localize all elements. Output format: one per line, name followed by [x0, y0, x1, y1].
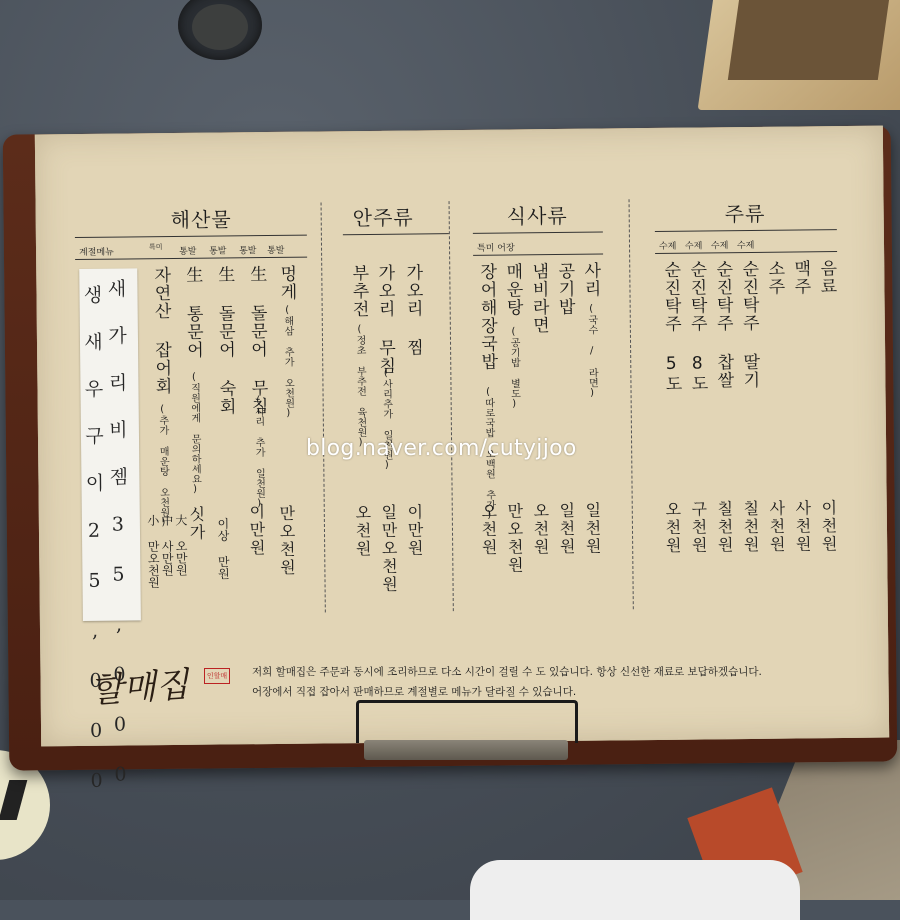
drinks-item-3: 소주 — [764, 259, 785, 296]
drinks-item-5: 순진탁주 찹쌀 — [712, 260, 734, 390]
seafood-price-3: 이상 만원 — [215, 517, 231, 580]
seafood-price-large: 大 오만원 — [173, 513, 189, 577]
divider-3 — [629, 199, 634, 609]
snacks-item-3: 부추전 — [348, 263, 369, 319]
restaurant-seal: 인할매 — [204, 668, 230, 684]
seafood-price-4: 싯가 — [186, 505, 207, 542]
drinks-price-2: 사천원 — [792, 499, 813, 554]
seafood-price-1: 만오천원 — [276, 504, 297, 577]
clip-bar — [364, 740, 568, 760]
seafood-live-label-4: 통발 — [267, 245, 285, 257]
snacks-price-1: 이만원 — [404, 503, 425, 558]
drinks-header-1: 수제 — [658, 241, 677, 252]
meals-item-3: 냄비라면 — [528, 262, 549, 335]
divider-2 — [449, 201, 454, 611]
drinks-rule — [655, 229, 837, 232]
meals-price-2: 일천원 — [556, 501, 577, 557]
seafood-price-medium: 中 사만원 — [159, 514, 175, 577]
snacks-item-2: 가오리 무침 — [374, 263, 396, 375]
seafood-item-1-note: (해삼 추가 오천원) — [281, 304, 294, 419]
divider-1 — [321, 202, 326, 612]
drinks-price-6: 구천원 — [688, 500, 709, 555]
clip-wire — [356, 700, 578, 743]
handwritten-line-1: 새 가 리 비 젬 3 5 , 0 0 0 — [104, 278, 132, 789]
snacks-item-2-note: (사리추가 일천원) — [380, 367, 393, 471]
footer-notice-1: 저희 할매집은 주문과 동시에 조리하므로 다소 시간이 걸릴 수 도 있습니다. 항상 신선한 재료로 보답하겠습니다. — [252, 666, 762, 678]
meals-header-label: 특미 어장 — [476, 243, 515, 254]
seafood-rule — [75, 235, 307, 238]
drinks-item-2: 맥주 — [790, 259, 811, 296]
wooden-napkin-box — [698, 0, 900, 110]
drinks-title: 주류 — [724, 201, 766, 227]
restaurant-logo: 할매집 — [88, 664, 191, 712]
seafood-item-1: 멍게 — [276, 264, 297, 301]
seafood-title: 해산물 — [170, 207, 232, 233]
seafood-live-label-2: 통발 — [209, 246, 227, 257]
drinks-item-4: 순진탁주 딸기 — [738, 259, 760, 390]
meals-item-5: 장어해장국밥 — [476, 262, 498, 371]
seafood-price-2: 이만원 — [246, 503, 267, 558]
snacks-price-3: 오천원 — [352, 503, 373, 559]
drinks-header-4: 수제 — [736, 240, 755, 252]
snacks-title: 안주류 — [352, 205, 414, 231]
meals-rule — [473, 232, 603, 234]
drinks-header-2: 수제 — [684, 241, 703, 252]
drinks-price-3: 사천원 — [766, 499, 787, 554]
drinks-item-7: 순진탁주 5도 — [660, 260, 682, 393]
meals-rule-2 — [473, 254, 603, 256]
handwritten-line-2: 생 새 우 구 이 2 5 , 0 0 0 — [80, 284, 108, 795]
snacks-item-1: 가오리 찜 — [402, 263, 424, 357]
white-cloth — [470, 860, 800, 920]
seafood-price-small: 小 만오천원 — [145, 514, 161, 589]
drinks-price-5: 칠천원 — [714, 500, 735, 555]
seafood-live-label-3: 통발 — [239, 246, 257, 257]
meals-price-3: 오천원 — [530, 502, 551, 557]
seafood-item-2: 生 돌문어 무침 — [246, 265, 268, 416]
meals-item-4: 매운탕 — [502, 262, 523, 317]
footer-notice-2: 어장에서 직접 잡아서 판매하므로 계절별로 메뉴가 달라질 수 있습니다. — [252, 686, 577, 698]
blog-watermark: blog.naver.com/cutyjjoo — [306, 436, 577, 461]
seafood-special-label: 특미 — [148, 243, 163, 252]
drinks-price-7: 오천원 — [662, 500, 683, 555]
drinks-header-3: 수제 — [710, 241, 729, 252]
snacks-price-2: 일만오천원 — [378, 503, 399, 594]
meals-item-4-note: (공기밥 별도) — [507, 326, 520, 410]
meals-price-5: 오천원 — [478, 502, 499, 557]
seafood-item-5-note: (추가 매운탕 오천원) — [156, 404, 169, 529]
drinks-item-6: 순진탁주 8도 — [686, 260, 708, 393]
seafood-item-4-note: (직원에게 문의하세요) — [188, 371, 201, 495]
snacks-item-3-note: (정초 부추전 육천원) — [353, 324, 367, 449]
drinks-rule-2 — [655, 251, 837, 254]
meals-title: 식사류 — [506, 203, 568, 229]
snacks-rule — [343, 233, 449, 235]
meals-price-1: 일천원 — [582, 501, 603, 556]
seafood-item-3: 生 돌문어 숙회 — [214, 265, 236, 416]
meals-item-1: 사리 — [580, 261, 601, 298]
meals-item-2: 공기밥 — [554, 261, 575, 317]
meals-item-5-note: (따로국밥 오백원 추가) — [482, 386, 495, 521]
meals-item-1-note: (국수 / 라면) — [585, 303, 598, 399]
seafood-live-label-1: 통발 — [179, 246, 197, 257]
seafood-seasonal-label: 계절메뉴 — [79, 247, 114, 258]
meals-price-4: 만오천원 — [504, 502, 525, 575]
seafood-item-2-note: (사리 추가 일천원) — [252, 395, 265, 510]
seafood-item-5: 자연산 잡어회 — [150, 266, 172, 396]
clipboard-clip — [356, 700, 576, 760]
drinks-price-4: 칠천원 — [740, 499, 761, 555]
seafood-item-4: 生 통문어 — [182, 265, 204, 359]
drinks-price-1: 이천원 — [818, 499, 839, 554]
drinks-item-1: 음료 — [816, 259, 837, 296]
